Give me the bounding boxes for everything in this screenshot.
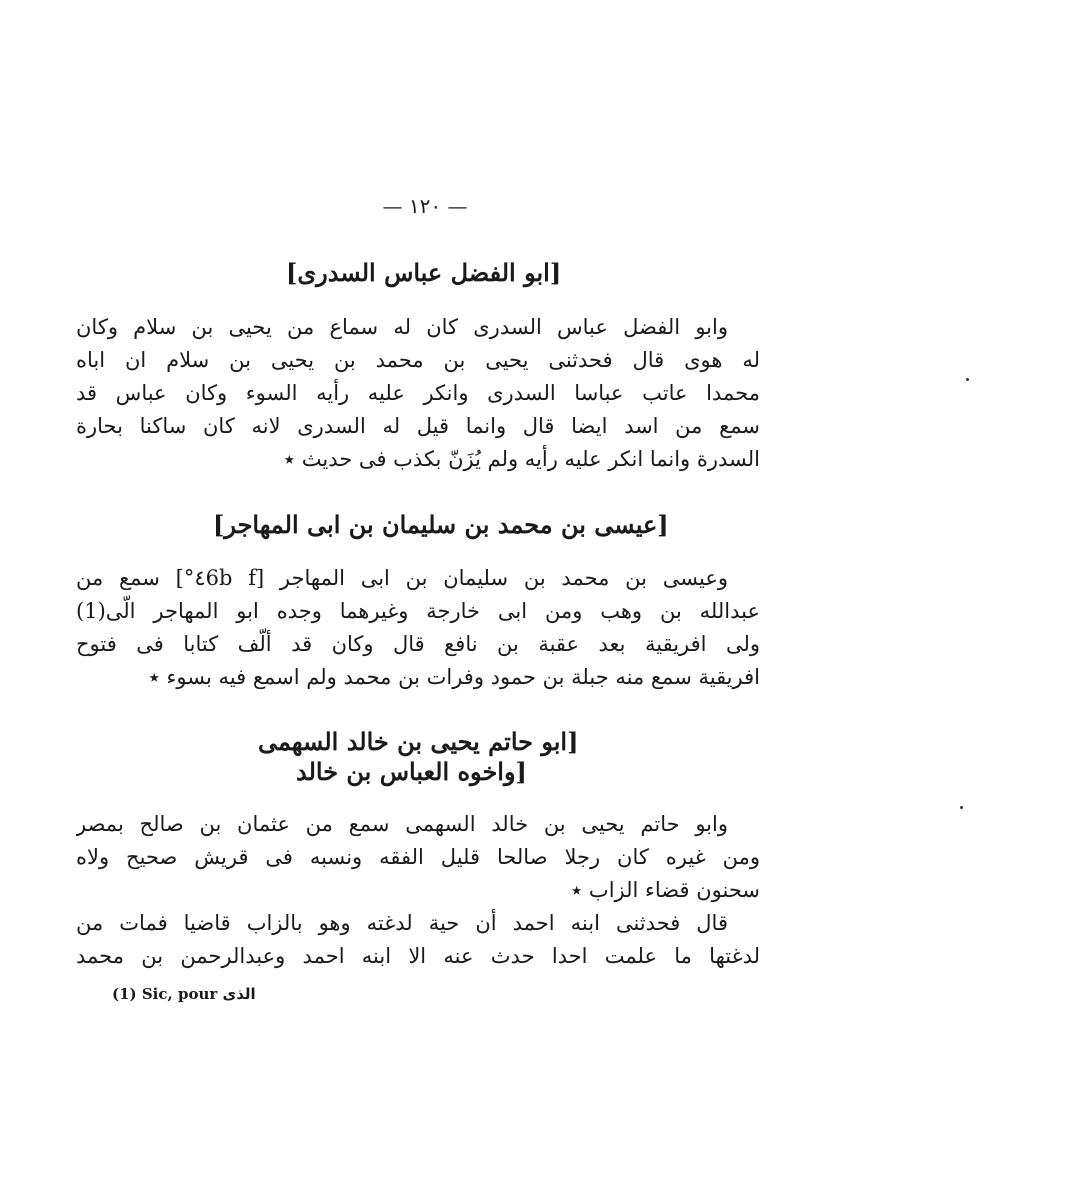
text-line: ومن غيره كان رجلا صالحا قليل الفقه ونسبه فى قريش صحيح ولاه xyxy=(76,845,760,869)
text-line: سمع من اسد ايضا قال وانما قيل له السدرى لانه كان ساكنا بحارة xyxy=(76,414,760,438)
text-line: لدغتها ما علمت احدا حدث عنه الا ابنه احمد وعبدالرحمن بن محمد xyxy=(76,944,760,968)
section-heading-isa: [عيسى بن محمد بن سليمان بن ابى المهاجر] xyxy=(213,510,669,539)
scan-speck xyxy=(960,806,963,809)
footnote xyxy=(112,985,256,1003)
page-number: — ١٢٠ — xyxy=(382,194,468,218)
section-body-abu-hatim xyxy=(76,808,760,973)
section-heading-abbas-bin-khalid: [واخوه العباس بن خالد xyxy=(296,757,527,786)
text-line: وابو حاتم يحيى بن خالد السهمى سمع من عثمان بن صالح بمصر xyxy=(76,812,728,836)
footnote-marker: (1) Sic, pour xyxy=(112,985,218,1003)
text-line: قال فحدثنى ابنه احمد أن حية لدغته وهو بالزاب قاضيا فمات من xyxy=(76,911,728,935)
text-line: عبدالله بن وهب ومن ابى خارجة وغيرهما وجده ابو المهاجر الّى(1) xyxy=(76,599,760,623)
section-body-abbas xyxy=(76,311,760,476)
text-line: له هوى قال فحدثنى يحيى بن محمد بن يحيى بن سلام ان اباه xyxy=(76,348,760,372)
footnote-arabic: الذى xyxy=(222,985,256,1003)
text-line: محمدا عاتب عباسا السدرى وانكر عليه رأيه السوء وكان عباس قد xyxy=(76,381,760,405)
text-line: سحنون قضاء الزاب ٭ xyxy=(570,878,760,902)
text-line: وابو الفضل عباس السدرى كان له سماع من يحيى بن سلام وكان xyxy=(76,315,728,339)
text-line: السدرة وانما انكر عليه رأيه ولم يُزَنّ بكذب فى حديث ٭ xyxy=(283,447,760,471)
section-heading-abbas: [ابو الفضل عباس السدرى] xyxy=(286,258,562,287)
text-line: وعيسى بن محمد بن سليمان بن ابى المهاجر [٤6b f°] سمع من xyxy=(76,566,728,590)
section-heading-abu-hatim: [ابو حاتم يحيى بن خالد السهمى xyxy=(258,727,579,756)
section-body-isa xyxy=(76,562,760,694)
scan-speck xyxy=(966,378,969,381)
text-line: افريقية سمع منه جبلة بن حمود وفرات بن محمد ولم اسمع فيه بسوء ٭ xyxy=(148,665,760,689)
text-line: ولى افريقية بعد عقبة بن نافع قال وكان قد ألّف كتابا فى فتوح xyxy=(76,632,760,656)
